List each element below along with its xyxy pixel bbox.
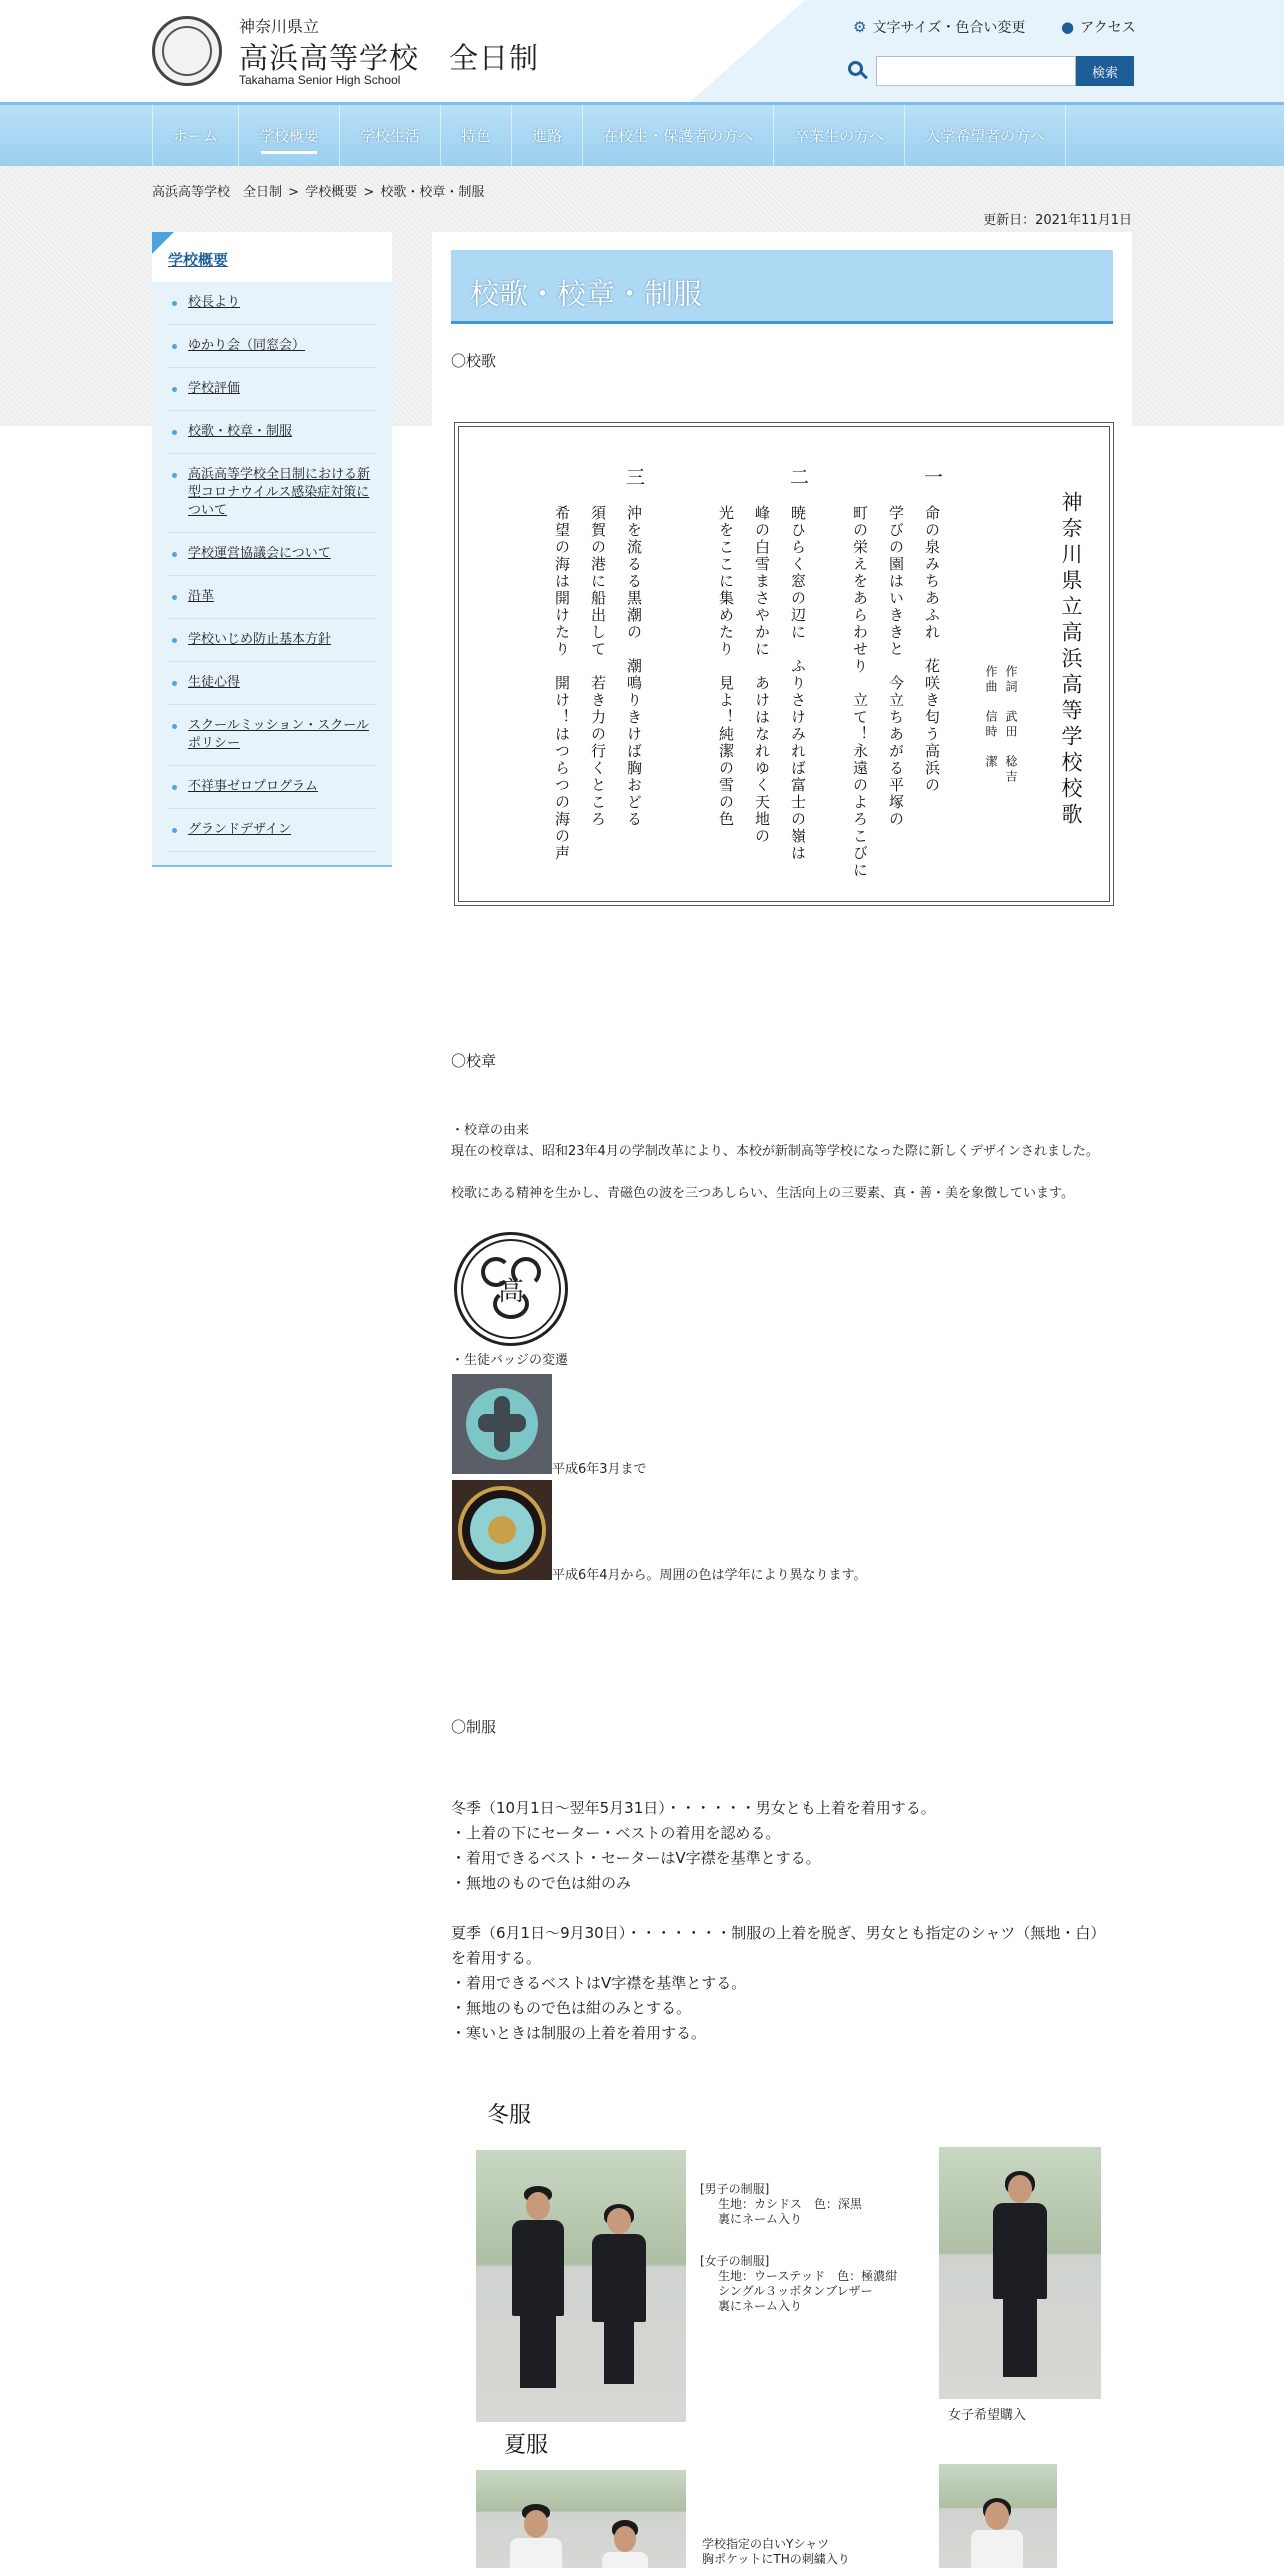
verse1-number: 一: [921, 467, 943, 488]
badge-history-label: ・生徒バッジの変遷: [451, 1353, 569, 1368]
school-emblem-image: [454, 1232, 568, 1346]
verse2-line2: 峰の白雪まさやかに あけはなれゆく天地の: [753, 505, 771, 845]
nav-features[interactable]: 特色: [440, 105, 511, 166]
emblem-text-1: 現在の校章は、昭和23年4月の学制改革により、本校が新制高等学校になった際に新しくデザインされました。: [451, 1144, 1099, 1159]
sidebar-item-history[interactable]: 沿革: [168, 576, 376, 619]
winter-point-3: ・無地のもので色は紺のみ: [451, 1874, 632, 1892]
map-pin-icon: ●: [1061, 18, 1075, 36]
winter-uniform-label: 冬服: [487, 2103, 532, 2128]
sidebar-item-anti-bullying[interactable]: 学校いじめ防止基本方針: [168, 619, 376, 662]
sidebar-item-song-emblem-uniform[interactable]: 校歌・校章・制服: [168, 411, 376, 454]
sidebar-item-council[interactable]: 学校運営協議会について: [168, 533, 376, 576]
header-utility-area: [690, 0, 1284, 102]
verse3-number: 三: [623, 467, 645, 488]
song-composer: 作曲 信時 潔: [984, 665, 998, 770]
girls-summer-photo: [939, 2464, 1057, 2568]
summer-uniform-photo: [476, 2470, 686, 2568]
song-title: 神奈川県立高浜高等学校校歌: [1059, 491, 1083, 829]
sidebar-list: [152, 282, 392, 852]
sidebar-item-alumni[interactable]: ゆかり会（同窓会）: [168, 325, 376, 368]
boys-uniform-note: [男子の制服] 生地：カシドス 色：深黒 裏にネーム入り: [700, 2182, 862, 2226]
page-title-box: [451, 250, 1113, 324]
winter-uniform-photo: [476, 2150, 686, 2422]
verse1-line3: 町の栄えをあらわせり 立て！永遠のよろこびに: [851, 505, 869, 879]
emblem-heading: 〇校章: [451, 1052, 497, 1070]
sidebar-heading[interactable]: 学校概要: [152, 232, 392, 282]
summer-rule: 夏季（6月1日～9月30日）・・・・・・・制服の上着を脱ぎ、男女とも指定のシャツ（無地・白）を着用する。: [451, 1924, 1106, 1967]
badge-new-caption: 平成6年4月から。周囲の色は学年により異なります。: [552, 1568, 867, 1583]
summer-uniform-note: 学校指定の白いYシャツ 胸ポケットにTHの刺繍入り: [702, 2537, 850, 2566]
nav-school-life[interactable]: 学校生活: [339, 105, 440, 166]
verse2-number: 二: [787, 467, 809, 488]
access-link[interactable]: [1061, 17, 1136, 37]
verse3-line1: 沖を流るる黒潮の 潮鳴りきけば胸おどる: [625, 505, 643, 828]
summer-point-1: ・着用できるベストはV字襟を基準とする。: [451, 1974, 747, 1992]
emblem-origin-label: ・校章の由来: [451, 1123, 530, 1138]
song-lyricist: 作詞 武田 稔吉: [1004, 665, 1018, 785]
nav-school-overview[interactable]: 学校概要: [238, 105, 339, 166]
girls-uniform-note: [女子の制服] 生地：ウーステッド 色：極濃紺 シングル３ッボタンブレザー 裏にネーム入り: [700, 2254, 898, 2313]
school-name[interactable]: 高浜高等学校 全日制: [239, 41, 540, 75]
verse3-line3: 希望の海は開けたり 開け！はつらつの海の声: [553, 505, 571, 862]
search-icon: [848, 61, 868, 81]
verse1-line2: 学びの園はいききと 今立ちあがる平塚の: [887, 505, 905, 828]
sidebar-item-principal[interactable]: 校長より: [168, 282, 376, 325]
sidebar-item-zero-misconduct[interactable]: 不祥事ゼロプログラム: [168, 766, 376, 809]
global-navigation: [0, 102, 1284, 166]
badge-new-image: [452, 1480, 552, 1580]
winter-point-2: ・着用できるベスト・セーターはV字襟を基準とする。: [451, 1849, 821, 1867]
access-label: アクセス: [1080, 20, 1136, 36]
winter-point-1: ・上着の下にセーター・ベストの着用を認める。: [451, 1824, 781, 1842]
emblem-character: 高: [497, 1277, 524, 1307]
text-size-icon: ⚙: [853, 18, 867, 36]
prefecture-label: 神奈川県立: [239, 17, 320, 36]
sidebar-item-grand-design[interactable]: グランドデザイン: [168, 809, 376, 852]
nav-applicants[interactable]: 入学希望者の方へ: [904, 105, 1066, 166]
uniform-heading: 〇制服: [451, 1718, 497, 1736]
sidebar-item-covid[interactable]: 高浜高等学校全日制における新型コロナウイルス感染症対策について: [168, 454, 376, 533]
breadcrumb-overview[interactable]: 学校概要: [305, 185, 358, 200]
nav-career[interactable]: 進路: [511, 105, 582, 166]
breadcrumb: 高浜高等学校 全日制 > 学校概要 > 校歌・校章・制服: [152, 185, 485, 200]
girls-optional-uniform-photo: [939, 2147, 1101, 2399]
sidebar-item-evaluation[interactable]: 学校評価: [168, 368, 376, 411]
badge-old-image: [452, 1374, 552, 1474]
nav-graduates[interactable]: 卒業生の方へ: [773, 105, 904, 166]
girls-optional-caption: 女子希望購入: [948, 2408, 1027, 2423]
badge-old-caption: 平成6年3月まで: [552, 1462, 647, 1477]
emblem-text-2: 校歌にある精神を生かし、青磁色の波を三つあしらい、生活向上の三要素、真・善・美を象徴しています。: [451, 1186, 1074, 1201]
nav-students-parents[interactable]: 在校生・保護者の方へ: [582, 105, 773, 166]
search-input[interactable]: [876, 56, 1076, 86]
page-title: 校歌・校章・制服: [470, 277, 703, 311]
search-button[interactable]: 検索: [1076, 56, 1134, 86]
sidebar: [152, 232, 392, 867]
sidebar-item-mission[interactable]: スクールミッション・スクールポリシー: [168, 705, 376, 766]
verse2-line1: 暁ひらく窓の辺に ふりさけみれば富士の嶺は: [789, 505, 807, 862]
school-name-english: Takahama Senior High School: [239, 73, 401, 87]
updated-date: 更新日：2021年11月1日: [983, 213, 1132, 228]
verse2-line3: 光をここに集めたり 見よ！純潔の雪の色: [717, 505, 735, 828]
verse3-line2: 須賀の港に船出して 若き力の行くところ: [589, 505, 607, 828]
summer-point-3: ・寒いときは制服の上着を着用する。: [451, 2024, 707, 2042]
breadcrumb-current: 校歌・校章・制服: [380, 185, 485, 200]
logo-emblem-icon: [162, 26, 212, 76]
main-content: [432, 232, 1132, 2568]
site-header: [0, 0, 1284, 102]
sidebar-item-rules[interactable]: 生徒心得: [168, 662, 376, 705]
winter-rule: 冬季（10月1日～翌年5月31日）・・・・・・男女とも上着を着用する。: [451, 1799, 936, 1817]
verse1-line1: 命の泉みちあふれ 花咲き匂う高浜の: [923, 505, 941, 794]
corner-triangle-icon: [152, 232, 174, 254]
summer-uniform-label: 夏服: [504, 2433, 549, 2458]
search-form: [848, 56, 1134, 86]
anthem-heading: 〇校歌: [451, 352, 497, 370]
summer-point-2: ・無地のもので色は紺のみとする。: [451, 1999, 692, 2017]
text-size-label: 文字サイズ・色合い変更: [872, 20, 1026, 36]
text-size-color-link[interactable]: [853, 17, 1025, 37]
breadcrumb-home[interactable]: 高浜高等学校 全日制: [152, 185, 283, 200]
school-logo[interactable]: [152, 16, 222, 86]
school-song-image: [454, 422, 1114, 906]
nav-home[interactable]: ホーム: [152, 105, 238, 166]
